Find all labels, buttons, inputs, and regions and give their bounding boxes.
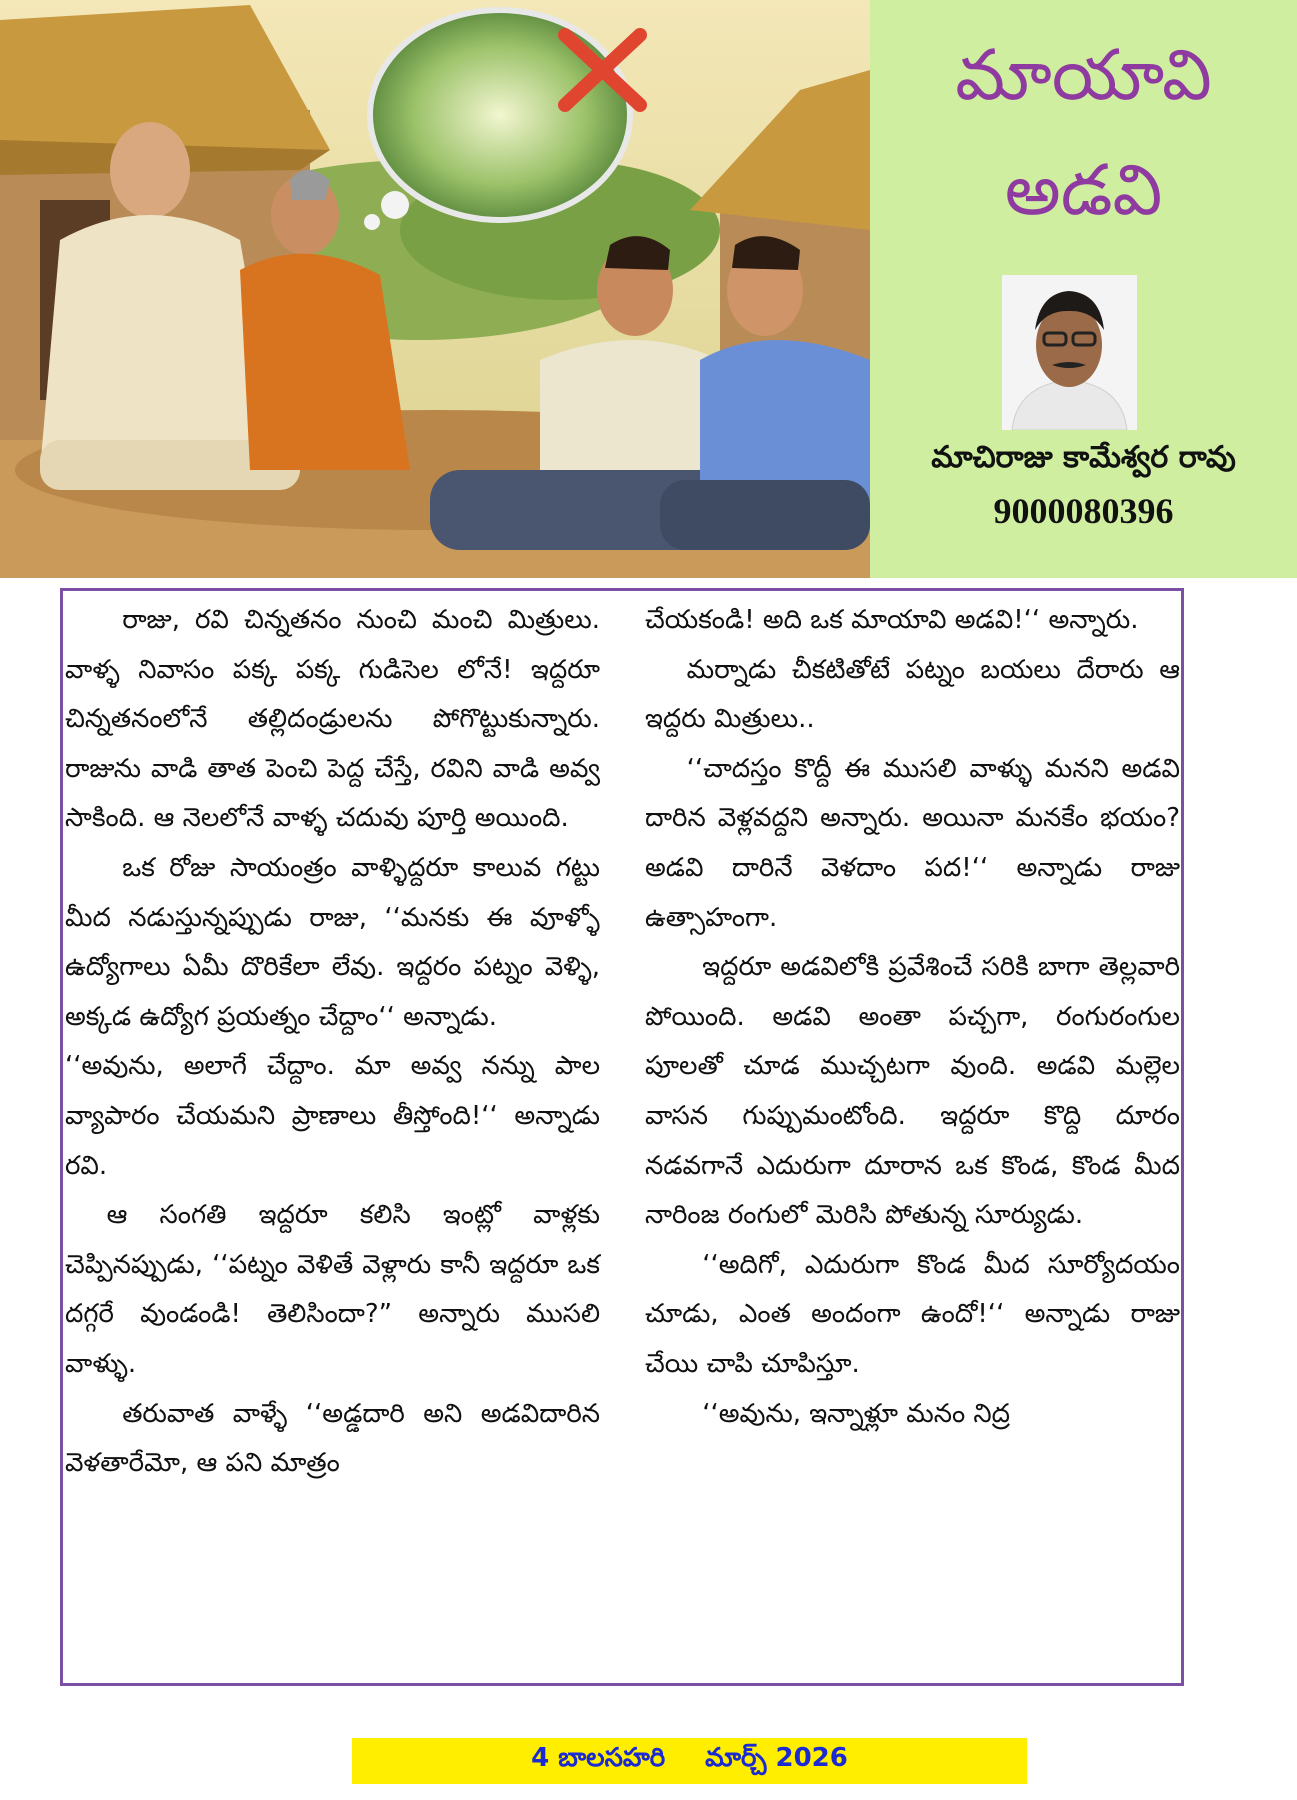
paragraph: తరువాత వాళ్ళే ‘‘అడ్డదారి అని అడవిదారిన వెళతారేమో, ఆ పని మాత్రం [65,1398,600,1479]
paragraph: ‘‘అవును, ఇన్నాళ్లూ మనం నిద్ర [702,1398,1011,1429]
paragraph: ఆ సంగతి ఇద్దరూ కలిసి ఇంట్లో వాళ్లకు చెప్పినప్పుడు, ‘‘పట్నం వెళితే వెళ్లారు కానీ ఇద్దరూ ఒక దగ్గరే వుండండి! తెలిసిందా?” అన్నారు ముసలి వాళ్ళు. [65,1200,600,1379]
paragraph: ‘‘చాదస్తం కొద్దీ ఈ ముసలి వాళ్ళు మనని అడవి దారిన వెళ్లవద్దని అన్నారు. అయినా మనకేం భయం? అడవి దారినే వెళదాం పద!‘‘ అన్నాడు రాజు ఉత్సాహంగా. [645,753,1180,933]
story-title-line-2: అడవి [1004,149,1163,231]
article-body [60,588,1184,1686]
author-phone: 9000080396 [993,491,1174,531]
paragraph: రాజు, రవి చిన్నతనం నుంచి మంచి మిత్రులు. వాళ్ళ నివాసం పక్క పక్క గుడిసెల లోనే! ఇద్దరూ చిన్నతనంలోనే తల్లిదండ్రులను పోగొట్టుకున్నారు. రాజును వాడి తాత పెంచి పెద్ద చేస్తే, రవిని వాడి అవ్వ సాకింది. ఆ నెలలోనే వాళ్ళ చదువు పూర్తి అయింది. [65,605,600,834]
paragraph: ఇద్దరూ అడవిలోకి ప్రవేశించే సరికి బాగా తెల్లవారి పోయింది. అడవి అంతా పచ్చగా, రంగురంగుల పూలతో చూడ ముచ్చటగా వుంది. అడవి మల్లెల వాసన గుప్పుమంటోంది. ఇద్దరూ కొద్ది దూరం నడవగానే ఎదురుగా దూరాన ఒక కొండ, కొండ మీద నారింజ రంగులో మెరిసి పోతున్న సూర్యుడు. [645,952,1180,1231]
author-name: మాచిరాజు కామేశ్వర రావు [931,440,1236,475]
paragraph: ఒక రోజు సాయంత్రం వాళ్ళిద్దరూ కాలువ గట్టు మీద నడుస్తున్నప్పుడు రాజు, ‘‘మనకు ఈ వూళ్ళో ఉద్యోగాలు ఏమీ దొరికేలా లేవు. ఇద్దరం పట్నం వెళ్ళి, అక్కడ ఉద్యోగ ప్రయత్నం చేద్దాం‘‘ అన్నాడు. [65,852,600,1032]
author-photo [1002,275,1137,430]
story-title-line-1: మాయావి [955,34,1212,116]
article-column-right [645,596,1180,1439]
issue-date: మార్చ్ 2026 [705,1743,848,1773]
paragraph: చేయకండి! అది ఒక మాయావి అడవి!‘‘ అన్నారు. [645,605,1139,635]
title-panel [870,0,1297,578]
page-number-magazine: 4 బాలసహరి [531,1743,666,1773]
story-illustration [0,0,870,578]
paragraph: ‘‘అదిగో, ఎదురుగా కొండ మీద సూర్యోదయం చూడు, ఎంత అందంగా ఉందో!‘‘ అన్నాడు రాజు చేయి చాపి చూపిస్తూ. [645,1249,1180,1379]
village-scene-image [0,0,870,578]
author-portrait-image [1002,275,1137,430]
article-column-left [65,596,600,1489]
page-footer [352,1738,1027,1784]
paragraph: ‘‘అవును, అలాగే చేద్దాం. మా అవ్వ నన్ను పాల వ్యాపారం చేయమని ప్రాణాలు తీస్తోంది!‘‘ అన్నాడు రవి. [65,1051,600,1181]
paragraph: మర్నాడు చీకటితోటే పట్నం బయలు దేరారు ఆ ఇద్దరు మిత్రులు.. [645,654,1180,735]
